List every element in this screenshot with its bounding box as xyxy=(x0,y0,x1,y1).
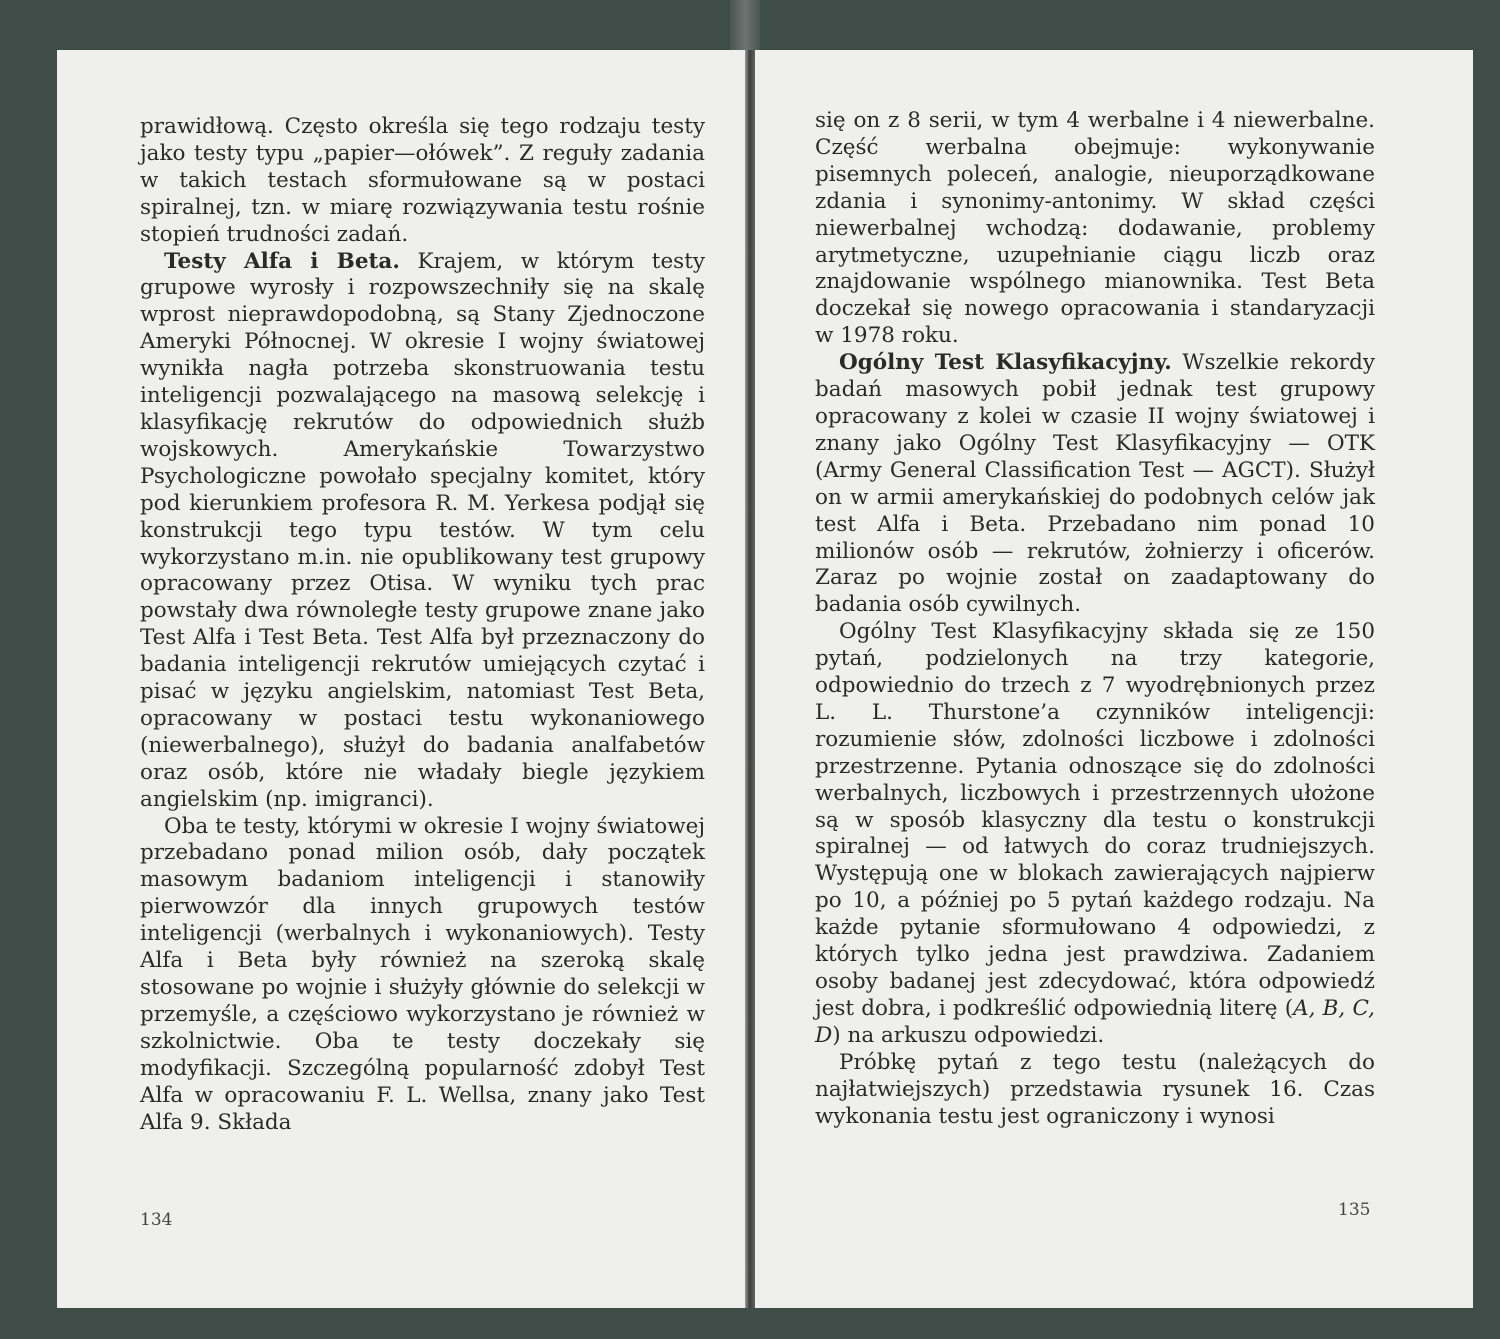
right-page-number: 135 xyxy=(1338,1200,1371,1220)
answer-letters: A, B, C, D xyxy=(815,995,1375,1048)
left-paragraph-2-text: Krajem, w którym testy grupowe wyrosły i rozpowszechniły się na skalę wprost nieprawdopodobną, są Stany Zjednoczone Ameryki Północnej. W okresie I wojny światowej wynikła nagła potrzeba skonstruowania testu inteligencji pozwalającego na masową selekcję i klasyfikację rekrutów do odpowiednich służb wojskowych. Amerykańskie Towarzystwo Psychologiczne powołało specjalny komitet, który pod kierunkiem profesora R. M. Yerkesa podjął się konstrukcji tego typu testów. W tym celu wykorzystano m.in. nie opublikowany test grupowy opracowany przez Otisa. W wyniku tych prac powstały dwa równoległe testy grupowe znane jako Test Alfa i Test Beta. Test Alfa był przeznaczony do badania inteligencji rekrutów umiejących czytać i pisać w języku angielskim, natomiast Test Beta, opracowany w postaci testu wykonaniowego (niewerbalnego), służył do badania analfabetów oraz osób, które nie władały biegle językiem angielskim (np. imigranci). xyxy=(140,248,705,812)
right-paragraph-3-end: ) na arkuszu odpowiedzi. xyxy=(832,1022,1105,1048)
right-page xyxy=(755,50,1473,1308)
book-gutter xyxy=(745,50,755,1308)
left-page-number: 134 xyxy=(140,1210,173,1230)
right-paragraph-1: się on z 8 serii, w tym 4 werbalne i 4 niewerbalne. Część werbalna obejmuje: wykonywanie pisemnych poleceń, analogie, nieuporządkowane zdania i synonimy-antonimy. W skład części niewerbalnej wchodzą: dodawanie, problemy arytmetyczne, uzupełnianie ciągu liczb oraz znajdowanie wspólnego mianownika. Test Beta doczekał się nowego opracowania i standaryzacji w 1978 roku. xyxy=(815,108,1375,349)
right-paragraph-2 xyxy=(815,350,1375,619)
left-page xyxy=(57,50,745,1308)
left-paragraph-1: prawidłową. Często określa się tego rodzaju testy jako testy typu „papier—ołówek”. Z reguły zadania w takich testach sformułowane są w postaci spiralnej, tzn. w miarę rozwiązywania testu rośnie stopień trudności zadań. xyxy=(140,114,705,247)
left-paragraph-2 xyxy=(140,249,705,814)
left-paragraph-3: Oba te testy, którymi w okresie I wojny światowej przebadano ponad milion osób, dały początek masowym badaniom inteligencji i stanowiły pierwowzór dla innych grupowych testów inteligencji (werbalnych i wykonaniowych). Testy Alfa i Beta były również na szeroką skalę stosowane po wojnie i służyły głównie do selekcji w przemyśle, a częściowo wykorzystano je również w szkolnictwie. Oba te testy doczekały się modyfikacji. Szczególną popularność zdobył Test Alfa w opracowaniu F. L. Wellsa, znany jako Test Alfa 9. Składa xyxy=(140,813,705,1135)
right-paragraph-3-text: Ogólny Test Klasyfikacyjny składa się ze 150 pytań, podzielonych na trzy kategorie, odpowiednio do trzech z 7 wyodrębnionych przez L. L. Thurstone’a czynników inteligencji: rozumienie słów, zdolności liczbowe i zdolności przestrzenne. Pytania odnoszące się do zdolności werbalnych, liczbowych i przestrzennych ułożone są w sposób klasyczny dla testu o konstrukcji spiralnej — od łatwych do coraz trudniejszych. Występują one w blokach zawierających najpierw po 10, a później po 5 pytań każdego rodzaju. Na każde pytanie sformułowano 4 odpowiedzi, z których tylko jedna jest prawdziwa. Zadaniem osoby badanej jest zdecydować, która odpowiedź jest dobra, i podkreślić odpowiednią literę ( xyxy=(815,619,1375,1021)
right-paragraph-2-text: Wszelkie rekordy badań masowych pobił jednak test grupowy opracowany z kolei w czasie II wojny światowej i znany jako Ogólny Test Klasyfikacyjny — OTK (Army General Classification Test — AGCT). Służył on w armii amerykańskiej do podobnych celów jak test Alfa i Beta. Przebadano nim ponad 10 milionów osób — rekrutów, żołnierzy i oficerów. Zaraz po wojnie został on zaadaptowany do badania osób cywilnych. xyxy=(815,350,1375,618)
book-spine xyxy=(730,0,760,52)
left-page-text xyxy=(140,114,705,1136)
section-heading-alfa-beta: Testy Alfa i Beta. xyxy=(164,248,400,274)
right-page-text xyxy=(815,108,1375,1130)
section-heading-otk: Ogólny Test Klasyfikacyjny. xyxy=(839,350,1172,376)
right-paragraph-4: Próbkę pytań z tego testu (należących do najłatwiejszych) przedstawia rysunek 16. Czas wykonania testu jest ograniczony i wynosi xyxy=(815,1049,1375,1129)
right-paragraph-3 xyxy=(815,619,1375,1050)
